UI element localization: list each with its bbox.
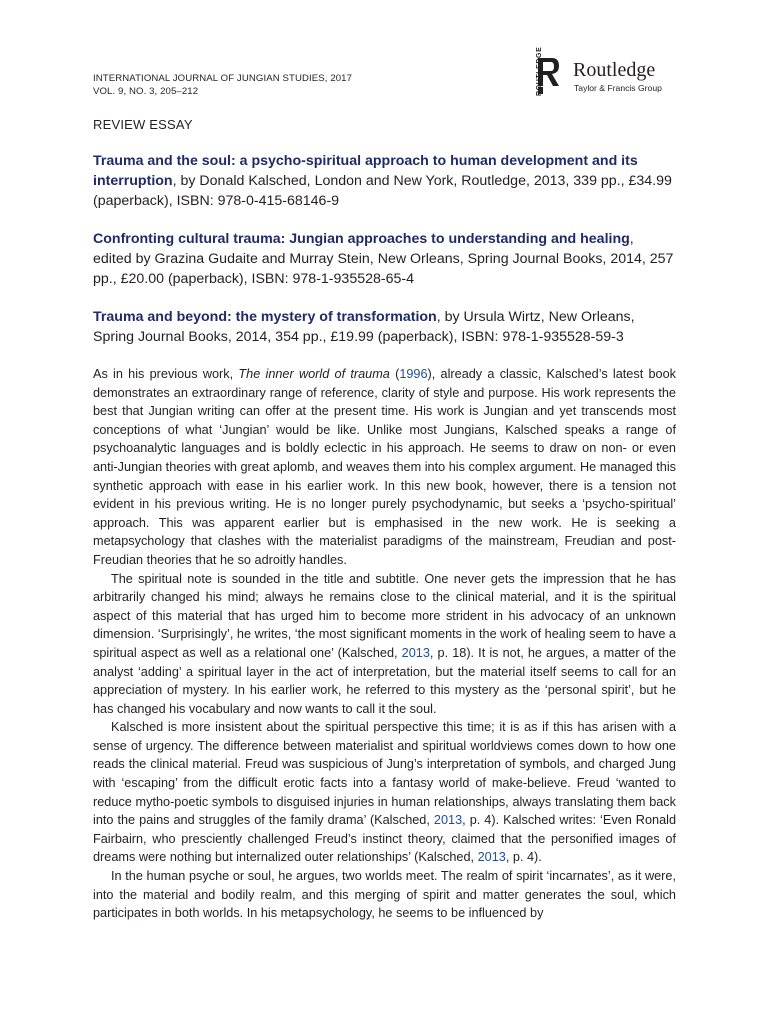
book-details: , by Ursula Wirtz, New Orleans, Spring Journal Books, 2014, 354 pp., £19.99 (paperback), ISBN: 978-1-935528-59-3 <box>93 309 635 345</box>
journal-header <box>93 72 352 98</box>
citation-link[interactable]: 2013 <box>433 813 463 828</box>
paragraph-text: ), already a classic, Kalsched’s latest book demonstrates an extraordinary range of reference, clarity of style and purpose. His work represents the best that Jungian writing can offer at the present time. His work is Jungian and yet transcends most conceptions of what ‘Jungian’ would be like. Unlike most Jungians, Kalsched speaks a range of psychoanalytic languages and is boldly eclectic in his approach. He seems to draw on non- or even anti-Jungian theories with great aplomb, and weaves them into his complex argument. He managed this synthetic approach with ease in his earlier work. In this new book, however, there is a tension not evident in his previous writing. He is no longer purely psychodynamic, but seeks a ‘psycho-spiritual’ approach. This was apparent earlier but is emphasised in the new work. He is seeking a metapsychology that clashes with the materialist paradigms of the mainstream, Freudian and post-Freudian theories that he so adroitly handles. <box>93 367 676 567</box>
citation-link[interactable]: 1996 <box>399 367 428 381</box>
paragraph <box>93 867 676 923</box>
paragraph-text: As in his previous work, <box>93 367 239 381</box>
book-title: Confronting cultural trauma: Jungian approaches to understanding and healing <box>93 231 630 247</box>
book-entry <box>93 229 676 289</box>
paragraph <box>93 718 676 867</box>
book-details: , edited by Grazina Gudaite and Murray Stein, New Orleans, Spring Journal Books, 2014, 257 pp., £20.00 (paperback), ISBN: 978-1-935528-65-4 <box>93 231 674 287</box>
publisher-subtitle: Taylor & Francis Group <box>574 83 662 93</box>
paragraph-text: ( <box>389 367 400 381</box>
essay-type-label: REVIEW ESSAY <box>93 117 193 132</box>
citation-link[interactable]: 2013 <box>477 850 506 865</box>
journal-volume: VOL. 9, NO. 3, 205–212 <box>93 86 199 97</box>
citation-link[interactable]: 2013 <box>401 645 430 660</box>
essay-body <box>93 365 676 923</box>
paragraph-text: , p. 4). <box>505 850 542 865</box>
cited-work-title: The inner world of trauma <box>238 367 390 381</box>
book-entry <box>93 151 676 211</box>
book-entry <box>93 307 676 347</box>
paragraph-text: The spiritual note is sounded in the title and subtitle. One never gets the impression that he has arbitrarily changed his mind; always he remains close to the clinical material, and it is the spiritual aspect of this material that has urged him to become more strident in his advocacy of an unknown dimension. ‘Surprisingly’, he writes, ‘the most significant moments in the work of healing seem to have a spiritual aspect as well as a relational one’ (Kalsched, <box>93 571 676 660</box>
book-details: , by Donald Kalsched, London and New York, Routledge, 2013, 339 pp., £34.99 (paperback), ISBN: 978-0-415-68146-9 <box>93 173 672 209</box>
paragraph-text: In the human psyche or soul, he argues, two worlds meet. The realm of spirit ‘incarnates’, as it were, into the material and bodily realm, and this merging of spirit and matter generates the soul, which participates in both worlds. In his metapsychology, he seems to be influenced by <box>93 869 676 921</box>
publisher-vertical-text: ROUTLEDGE <box>536 46 543 96</box>
paragraph-text: , p. 4). Kalsched writes: ‘Even Ronald Fairbairn, who presciently challenged Freud’s instinct theory, claimed that the personified images of dreams were nothing but internalized outer relationships’ (Kalsched, <box>93 813 676 865</box>
publisher-logo <box>532 46 682 100</box>
paragraph <box>93 570 676 719</box>
paragraph-text: , p. 18). It is not, he argues, a matter of the analyst ‘adding’ a spiritual layer in the act of interpretation, but the material itself seems to call for an appreciation of mystery. In his earlier work, he referred to this mystery as the ‘personal spirit’, but he has changed his vocabulary and now wants to call it the soul. <box>93 645 677 716</box>
publisher-name: Routledge <box>573 59 656 81</box>
paragraph-text: Kalsched is more insistent about the spiritual perspective this time; it is as if this has arisen with a sense of urgency. The difference between materialist and spiritual worldviews comes down to how one reads the clinical material. Freud was suspicious of Jung’s interpretation of symbols, and charged Jung with ‘escaping’ from the difficult erotic facts into a fantasy world of make-believe. Freud ‘wanted to reduce mytho-poetic symbols to disguised injuries in human relationships, always translating them back into the pains and struggles of the family drama’ (Kalsched, <box>93 720 676 828</box>
journal-title: INTERNATIONAL JOURNAL OF JUNGIAN STUDIES, 2017 <box>93 73 353 84</box>
paragraph <box>93 365 676 570</box>
book-title: Trauma and the soul: a psycho-spiritual approach to human development and its interruption <box>93 153 638 189</box>
book-title: Trauma and beyond: the mystery of transformation <box>93 309 437 325</box>
